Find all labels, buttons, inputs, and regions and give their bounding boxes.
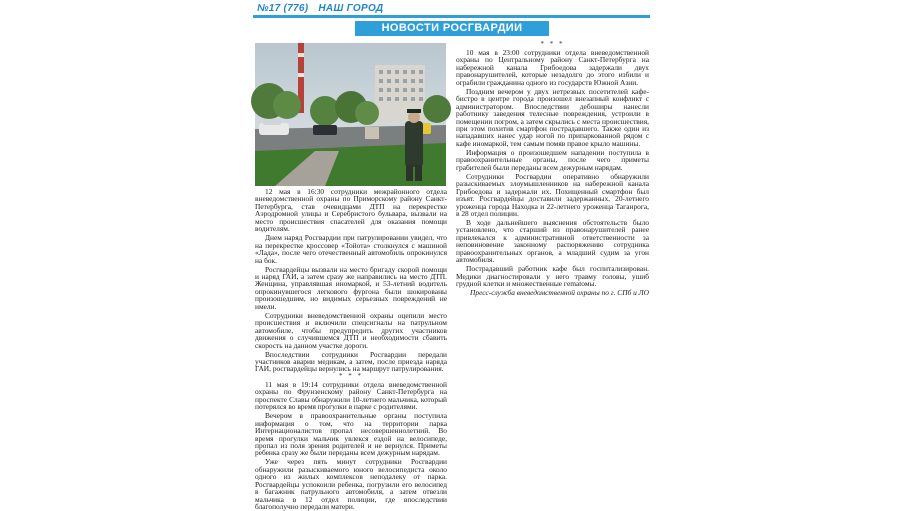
article-paragraph: В ходе дальнейшего выяснения обстоятельств было установлено, что старший из правонарушителей ранее привлекался к административной ответственности за неповиновение законному распоряжению сотрудника правоохранительных органов, а младший судим за угон автомобиля. xyxy=(456,217,649,265)
header-rule xyxy=(253,15,650,18)
article-paragraph: Днем наряд Росгвардии при патрулировании увидел, что на перекрестке кроссовер «Тойота» столкнулся с машиной «Лада», после чего отечественный автомобиль опрокинулся на бок. xyxy=(255,233,447,265)
article-paragraph: Уже через пять минут сотрудники Росгвардии обнаружили разыскиваемого юного велосипедиста около одного из жилых комплексов неподалеку от парка. Росгвардейцы успокоили ребенка, погрузили его велосипед в багажник патрульного автомобиля, а затем отвезли мальчика в 12 отдел полиции, где впоследствии благополучно передали матери. xyxy=(255,457,447,511)
article-paragraph: 10 мая в 23:00 сотрудники отдела вневедомственной охраны по Центральному району Санкт-Петербурга на набережной канала Грибоедова задержали двух правонарушителей, которые незадолго до этого избили и ограбили гражданина одного из государств Южной Азии. xyxy=(456,48,649,87)
accident-scene-image xyxy=(255,43,446,186)
news-photo xyxy=(255,43,446,186)
section-title: НОВОСТИ РОСГВАРДИИ xyxy=(355,21,549,36)
article-paragraph: Росгвардейцы вызвали на место бригаду скорой помощи и наряд ГАИ, а затем сразу же направились на место ДТП. Женщина, управлявшая иномаркой, и 53-летний водитель опрокинувшегося легкового фургона были шокированы произошедшим, но видимых серьезных повреждений не имели. xyxy=(255,264,447,311)
left-column xyxy=(255,187,447,511)
article-paragraph: 11 мая в 19:14 сотрудники отдела вневедомственной охраны по Фрунзенскому району Санкт-Петербурга на проспекте Славы обнаружили 10-летнего мальчика, который потерялся во время прогулки в парке с родителями. xyxy=(255,379,447,412)
story-separator: * * * xyxy=(339,371,363,380)
right-column xyxy=(456,41,649,301)
article-paragraph: Сотрудники вневедомственной охраны оцепили место происшествия и включили спецсигналы на патрульном автомобиле, чтобы предупредить других участников движения о случившемся ДТП и необходимости сбавить скорость на данном участке дороги. xyxy=(255,310,447,350)
article-paragraph: Пострадавший работник кафе был госпитализирован. Медики диагностировали у него травму головы, ушиб грудной клетки и множественные гematомы. xyxy=(456,264,649,289)
article-paragraph: Информация о произошедшем нападении поступила в правоохранительные органы, после чего приметы грабителей были переданы всем дежурным нарядам. xyxy=(456,147,649,172)
article-paragraph: Сотрудники Росгвардии оперативно обнаружили разыскиваемых злоумышленников на набережной канала Грибоедова и задержали их. Похищенный смартфон был изъят. Росгвардейцы доставили задержанных, 20-летнего уроженца города Находка и 22-летнего уроженца Таганрога, в 28 отдел полиции. xyxy=(456,171,649,219)
article-paragraph: Поздним вечером у двух нетрезвых посетителей кафе-бистро в центре города произошел внезапный конфликт с администратором. Впоследствии дебоширы нанесли работнику заведения телесные повреждения, устроили в помещении погром, а затем скрылись с места происшествия, при этом похитив смартфон пострадавшего. Также один из нападавших нанес удар ногой по припаркованной рядом с кафе иномаркой, тем самым помяв правое крыло машины. xyxy=(456,86,649,148)
article-paragraph: Вечером в правоохранительные органы поступила информация о том, что на территории парка Интернационалистов пропал несовершеннолетний. Во время прогулки мальчик увлекся ездой на велосипеде, пропал из поля зрения родителей и не вернулся. Приметы ребенка сразу же были переданы всем дежурным нарядам. xyxy=(255,411,447,458)
story-separator: * * * xyxy=(540,40,565,48)
issue-number: №17 (776) xyxy=(257,3,309,14)
issue-header xyxy=(257,3,383,14)
article-paragraph: Впоследствии сотрудники Росгвардии передали участников аварии медикам, а затем, после приезда наряда ГАИ, росгвардейцы вернулись на маршрут патрулирования. xyxy=(255,349,447,374)
press-signature: Пресс-служба вневедомственной охраны по г. СПб и ЛО xyxy=(470,287,649,297)
paper-name: НАШ ГОРОД xyxy=(318,3,384,14)
article-paragraph: 12 мая в 16:30 сотрудники межрайонного отдела вневедомственной охраны по Приморскому району Санкт-Петербурга, став очевидцами ДТП на перекрестке Аэродромной улицы и Серебристого бульвара, вызвали на место происшествия спасателей для оказания помощи водителям. xyxy=(255,187,447,234)
